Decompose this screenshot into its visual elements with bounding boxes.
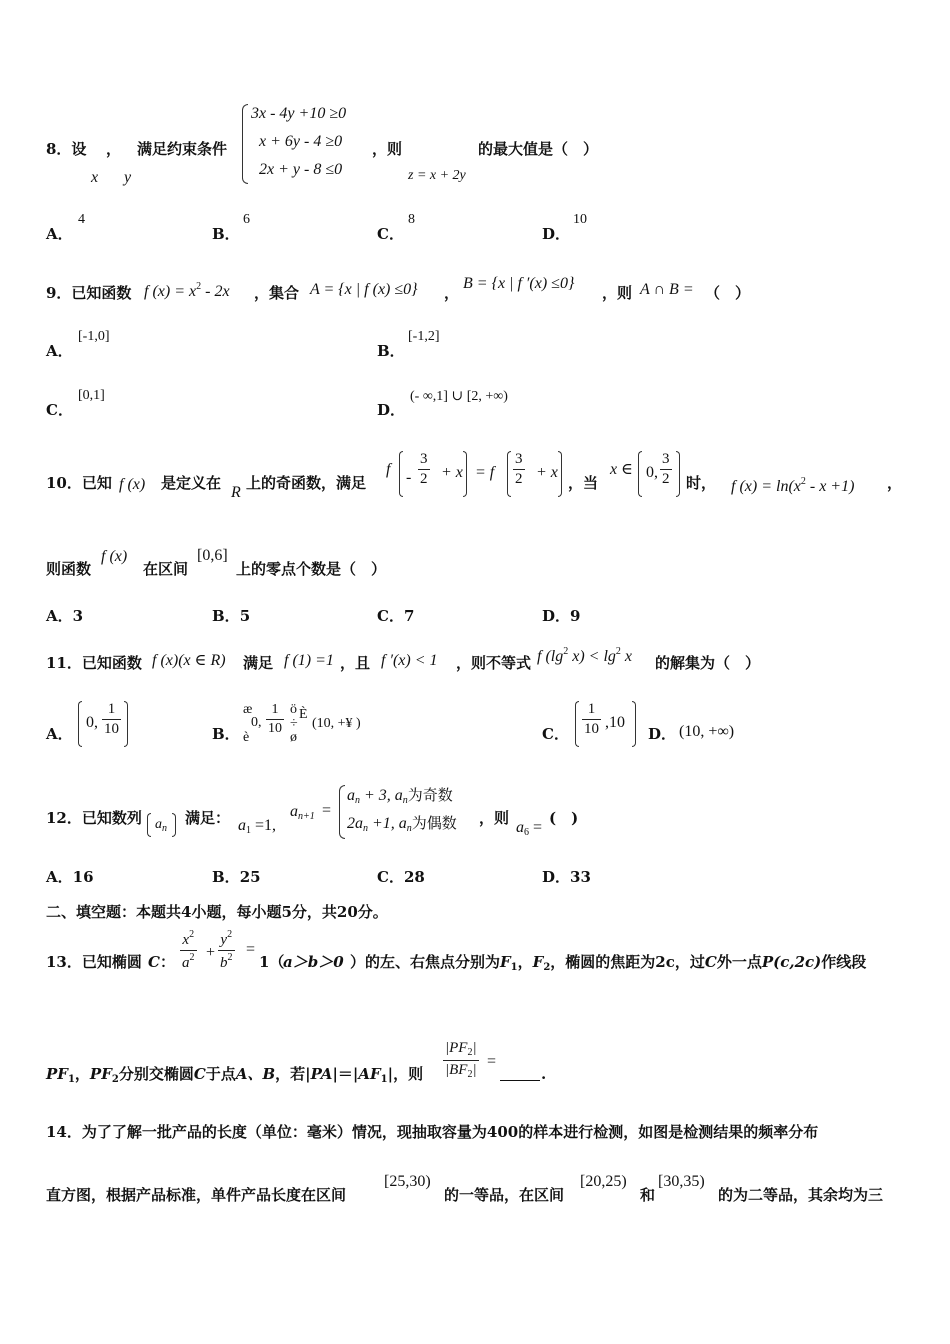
q11-text2: ，且 xyxy=(340,654,371,672)
q11-option-b-garble-r3: ø xyxy=(290,730,297,745)
q11-f1: f (1) =1 xyxy=(284,652,334,669)
q14-line1: 14．为了了解一批产品的长度（单位：毫米）情况，现抽取容量为400的样本进行检测，如图是检测结果的频率分布 xyxy=(46,1123,819,1141)
q10-text5: ， xyxy=(887,474,903,492)
q10-option-d: D．9 xyxy=(542,607,581,625)
q12-option-c: C．28 xyxy=(377,868,425,886)
q10-option-c: C．7 xyxy=(377,607,415,625)
q11-option-c-paren-r xyxy=(632,701,636,747)
q13-answer-blank[interactable] xyxy=(500,1080,540,1081)
q9-option-b-label: B． xyxy=(377,342,405,360)
q12-brace-l xyxy=(147,813,151,837)
q8-constraint-brace xyxy=(242,104,248,184)
q9-option-d-value: (- ∞,1] ∪ [2, +∞) xyxy=(410,389,508,404)
q9-option-c-label: C． xyxy=(46,401,73,419)
q13-line2: $PF_1$，$PF_2$分别交椭圆C于点A、B，若$|PA|=|AF_1|$，则 xyxy=(46,1065,424,1085)
q9-text3: （ ） xyxy=(705,284,751,302)
q10-interval: [0,6] xyxy=(197,547,228,564)
q9-option-c-value: [0,1] xyxy=(78,388,105,403)
q8-text3: 的最大值是（ ） xyxy=(478,140,599,158)
q10-line2-a: 则函数 xyxy=(46,560,92,578)
q13-one: 1（ xyxy=(259,953,285,971)
q11-option-c-rest: ,10 xyxy=(605,714,625,731)
q13-cond: a＞b＞0 xyxy=(283,953,344,971)
q8-option-a-label: A． xyxy=(46,225,73,243)
q8-var-x: x xyxy=(91,169,99,186)
q11-function: f (x)(x ∈ R) xyxy=(152,652,226,669)
q11-option-d-value: (10, +∞) xyxy=(679,723,735,740)
q11-fprime: f ′(x) < 1 xyxy=(381,652,438,669)
q11-option-b-frac: $\frac{1}{10}$ xyxy=(268,702,282,736)
q11-option-c-frac: $\frac{1}{10}$ xyxy=(584,701,599,737)
q12-text1: 满足： xyxy=(185,809,231,827)
q12-option-a: A．16 xyxy=(46,868,94,886)
q12-text2: ，则 xyxy=(479,809,510,827)
q10-text3: ，当 xyxy=(568,474,599,492)
q8-constraint-2: x + 6y - 4 ≥0 xyxy=(259,133,343,150)
q9-set-b: B = {x | f ′(x) ≤0} xyxy=(463,275,575,292)
q12-a1: $a_1 =1$, xyxy=(238,817,277,836)
q10-line2-b: 在区间 xyxy=(143,560,189,578)
q9-option-d-label: D． xyxy=(377,401,406,419)
q13-C: C xyxy=(148,953,160,971)
q12-case-brace xyxy=(339,785,345,839)
q11-option-c-label: C． xyxy=(542,725,569,743)
q10-frac-2: $\frac{3}{2}$ xyxy=(515,451,523,487)
q9-number: 9．已知函数 xyxy=(46,284,132,302)
q10-text4: 时， xyxy=(686,474,717,492)
q14-interval-2: [20,25) xyxy=(580,1173,627,1190)
q12-option-d: D．33 xyxy=(542,868,591,886)
q13-period: . xyxy=(541,1065,547,1083)
q8-option-b-label: B． xyxy=(212,225,240,243)
q13-frac-x: $\frac{x^2}{a^2}$ xyxy=(182,929,195,971)
q13-text1: ）的左、右焦点分别为$F_1$，$F_2$，椭圆的焦距为2c，过C外一点P(c,2c)作线段 xyxy=(350,953,867,973)
q10-paren-l2 xyxy=(507,451,511,497)
q8-text1: 满足约束条件 xyxy=(137,140,228,158)
q12-case-1: $a_n + 3$, $a_n$为奇数 xyxy=(347,786,453,806)
q14-line2-a: 直方图，根据产品标准，单件产品长度在区间 xyxy=(46,1186,347,1204)
q11-option-b-zero: 0, xyxy=(251,715,262,730)
q10-text1: 是定义在 xyxy=(161,474,222,492)
q8-number: 8．设 xyxy=(46,140,87,158)
q11-option-a-paren-r xyxy=(124,701,128,747)
q11-option-d-label: D． xyxy=(648,725,677,743)
q10-text2: 上的奇函数，满足 xyxy=(246,474,367,492)
q10-x-in: x ∈ xyxy=(610,461,633,478)
section-2-heading: 二、填空题：本题共4小题，每小题5分，共20分。 xyxy=(46,903,388,921)
q11-option-b-garble-r1: ö xyxy=(290,702,297,717)
q11-option-b-garble-bot: è xyxy=(243,730,250,745)
q11-option-b-union: È xyxy=(299,707,308,722)
q10-paren-r3 xyxy=(676,451,680,497)
q10-cond-f: f xyxy=(386,461,391,478)
q8-option-b-value: 6 xyxy=(243,212,250,227)
q11-option-b-garble-r2: ÷ xyxy=(290,716,298,731)
q12-brace-r xyxy=(172,813,176,837)
q10-definition: f $(x) = \ln(x^2 - x +1)$ xyxy=(731,476,855,495)
q8-var-y: y xyxy=(124,169,132,186)
q14-interval-3: [30,35) xyxy=(658,1173,705,1190)
q8-option-c-label: C． xyxy=(377,225,404,243)
q10-zero: 0, xyxy=(646,464,658,481)
q12-case-2: $2a_n +1$, $a_n$为偶数 xyxy=(347,814,457,834)
q11-option-a-paren-l xyxy=(78,701,82,747)
q11-text4: 的解集为（ ） xyxy=(655,654,761,672)
q11-option-c-paren-l xyxy=(575,701,579,747)
q9-text2: ，则 xyxy=(602,284,633,302)
q10-eq-f: = f xyxy=(475,464,495,481)
q11-text1: 满足 xyxy=(243,654,274,672)
q10-option-b: B．5 xyxy=(212,607,251,625)
q13-colon: ： xyxy=(160,953,176,971)
q12-a6: $a_6$ = xyxy=(516,819,543,838)
q10-option-a: A．3 xyxy=(46,607,84,625)
q8-objective: z = x + 2y xyxy=(408,168,466,183)
q14-line2-d: 的为二等品，其余均为三 xyxy=(718,1186,884,1204)
q13-ratio: $\frac{|PF_2|}{|BF_2|}$ xyxy=(445,1040,477,1080)
q10-minus: - xyxy=(406,469,412,486)
q10-line2-c: 上的零点个数是（ ） xyxy=(236,560,387,578)
q14-line2-b: 的一等品，在区间 xyxy=(444,1186,565,1204)
q13-eq: = xyxy=(246,941,256,958)
q12-an1: $a_{n+1}$ xyxy=(290,803,315,822)
q9-intersection: A ∩ B = xyxy=(640,281,694,298)
q11-text3: ，则不等式 xyxy=(456,654,532,672)
q14-interval-1: [25,30) xyxy=(384,1173,431,1190)
q9-function: f $(x) = x^2 - 2x$ xyxy=(144,281,230,300)
q12-text3: ( ) xyxy=(549,809,579,827)
q10-frac-1: $\frac{3}{2}$ xyxy=(420,451,428,487)
q10-fx: f (x) xyxy=(119,476,146,493)
q10-paren-r1 xyxy=(463,451,467,497)
q8-comma: ， xyxy=(106,140,122,158)
q10-paren-r2 xyxy=(558,451,562,497)
q8-option-a-value: 4 xyxy=(78,212,85,227)
q9-option-b-value: [-1,2] xyxy=(408,329,440,344)
q11-option-a-zero: 0, xyxy=(86,714,98,731)
q13-frac-y: $\frac{y^2}{b^2}$ xyxy=(220,929,233,971)
q11-option-b-label: B． xyxy=(212,725,240,743)
q10-paren-l1 xyxy=(399,451,403,497)
q11-inequality: f ($\lg^2$ $x) < \lg^2 x$ xyxy=(537,646,632,665)
q8-constraint-1: 3x - 4y +10 ≥0 xyxy=(251,105,347,122)
q8-text2: ，则 xyxy=(372,140,403,158)
q11-option-b-rest: (10, +¥ ) xyxy=(312,716,361,731)
q10-line2-fx: f (x) xyxy=(101,548,128,565)
q9-set-a: A = {x | f (x) ≤0} xyxy=(310,281,418,298)
q10-paren-l3 xyxy=(638,451,642,497)
q13-plus: + xyxy=(206,944,216,961)
q11-option-a-label: A． xyxy=(46,725,73,743)
q12-eq: = xyxy=(322,802,332,819)
q10-frac-3: $\frac{3}{2}$ xyxy=(662,451,670,487)
q11-option-b-garble-top: æ xyxy=(243,702,253,717)
q13-ratio-eq: = xyxy=(487,1053,497,1070)
q11-number: 11．已知函数 xyxy=(46,654,142,672)
q9-sep: ， xyxy=(444,284,460,302)
q8-option-d-label: D． xyxy=(542,225,571,243)
q12-an: $a_n$ xyxy=(155,817,167,834)
q11-option-a-frac: $\frac{1}{10}$ xyxy=(104,701,119,737)
q8-option-c-value: 8 xyxy=(408,212,415,227)
q10-number: 10．已知 xyxy=(46,474,112,492)
q8-constraint-3: 2x + y - 8 ≤0 xyxy=(259,161,343,178)
q14-line2-c: 和 xyxy=(640,1186,656,1204)
q9-option-a-label: A． xyxy=(46,342,73,360)
q10-R: R xyxy=(231,484,241,501)
q10-plus-x-2: + x xyxy=(536,464,558,481)
q13-number: 13．已知椭圆 xyxy=(46,953,142,971)
q8-option-d-value: 10 xyxy=(573,212,587,227)
q9-text1: ，集合 xyxy=(254,284,300,302)
q12-number: 12．已知数列 xyxy=(46,809,142,827)
q9-option-a-value: [-1,0] xyxy=(78,329,110,344)
q12-option-b: B．25 xyxy=(212,868,261,886)
q10-plus-x-1: + x xyxy=(441,464,463,481)
